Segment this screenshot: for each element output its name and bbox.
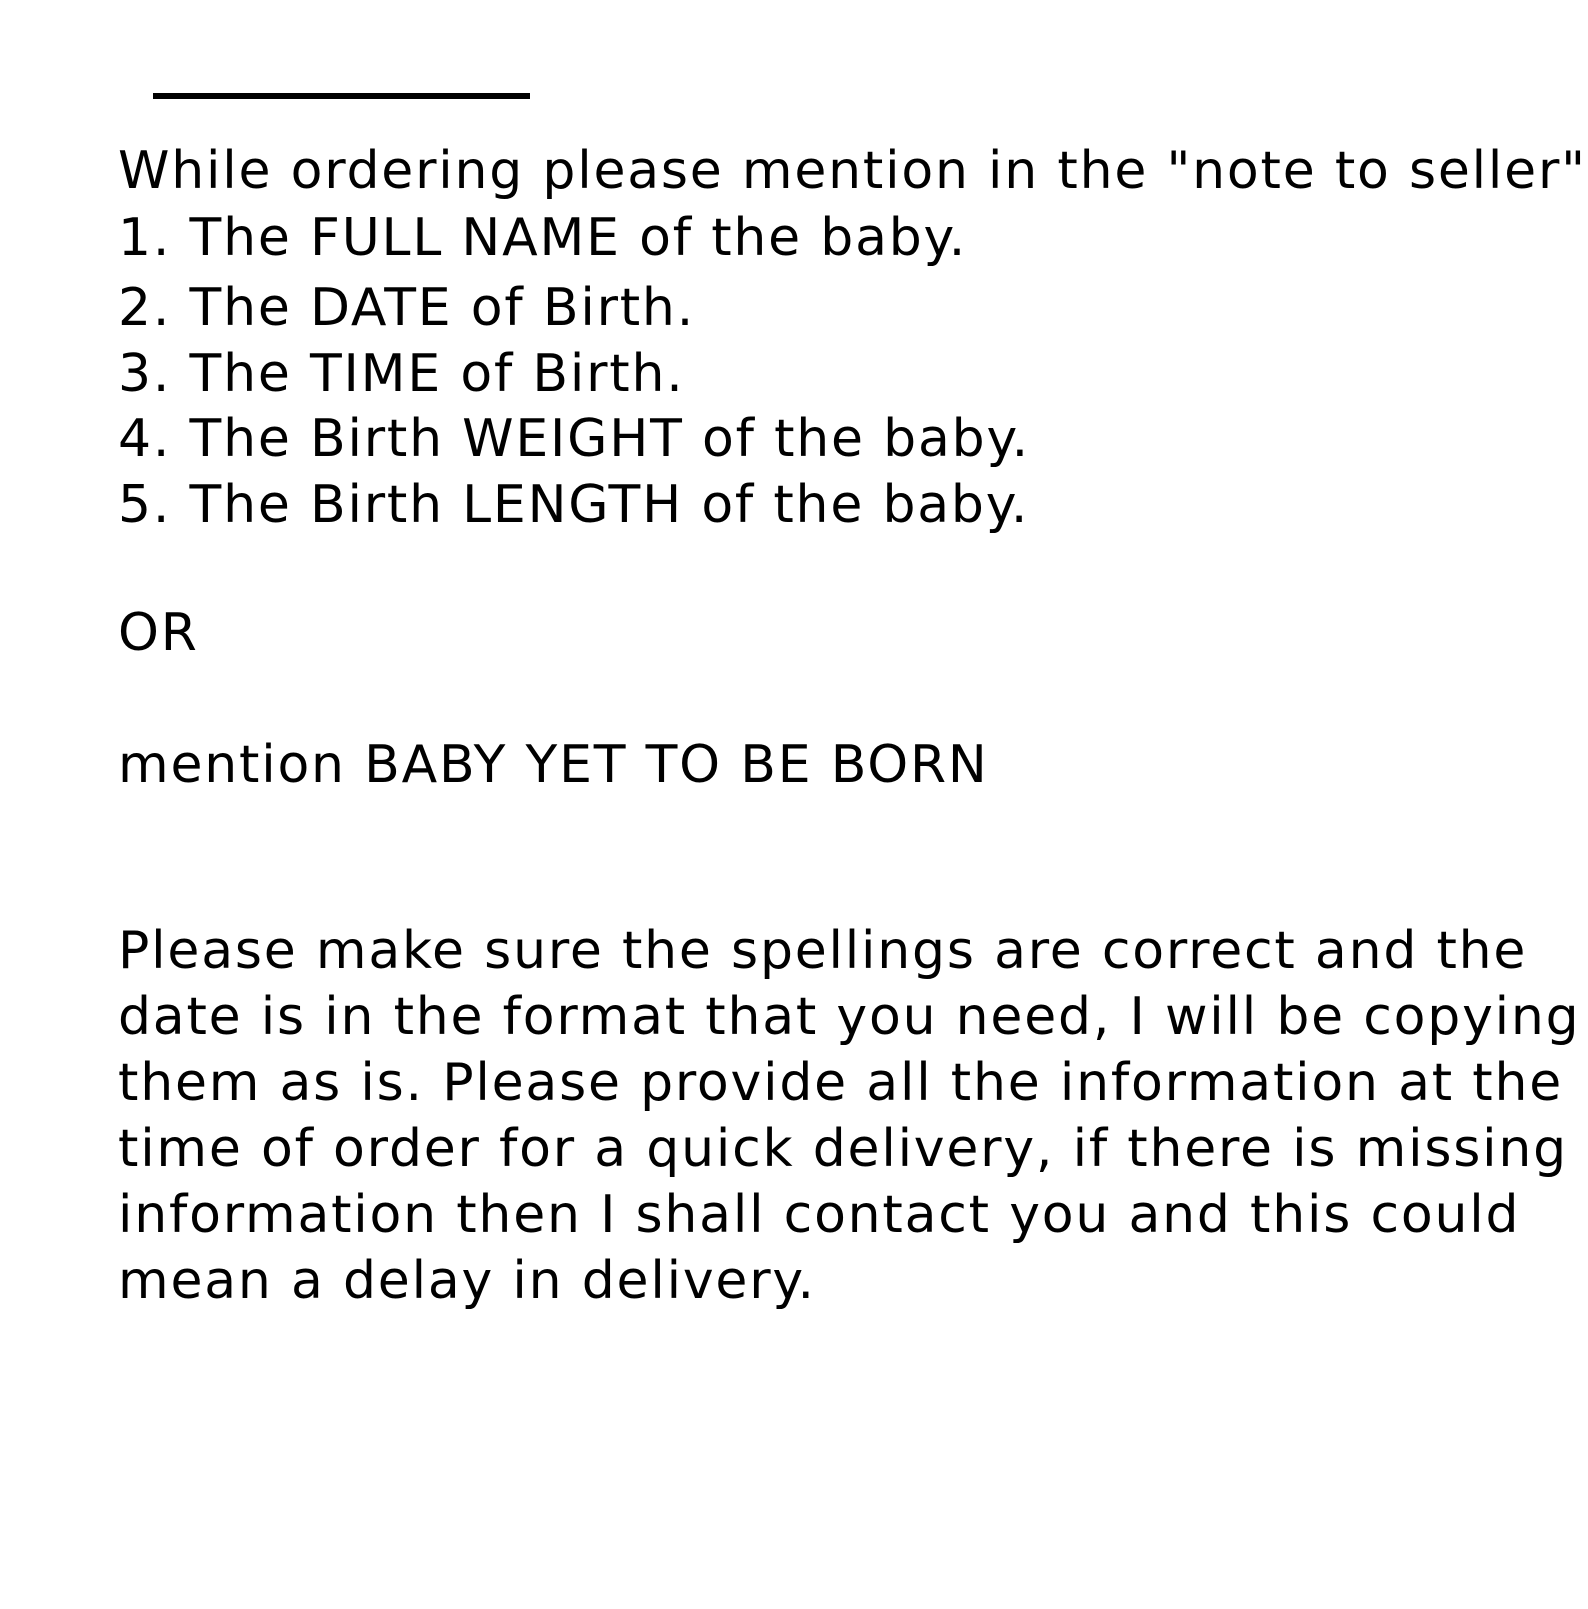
baby-yet-to-be-born-note: mention BABY YET TO BE BORN xyxy=(118,735,989,795)
notice-line: information then I shall contact you and this could xyxy=(118,1185,1521,1245)
or-separator-text: OR xyxy=(118,603,199,663)
instructions-heading: While ordering please mention in the "note to seller" xyxy=(118,141,1587,201)
notice-line: Please make sure the spellings are correct and the xyxy=(118,921,1528,981)
notice-line: them as is. Please provide all the information at the xyxy=(118,1053,1564,1113)
instruction-item-full-name: 1. The FULL NAME of the baby. xyxy=(118,208,968,268)
notice-line: time of order for a quick delivery, if there is missing xyxy=(118,1119,1568,1179)
notice-line: date is in the format that you need, I will be copying xyxy=(118,987,1581,1047)
instruction-item-date-of-birth: 2. The DATE of Birth. xyxy=(118,278,696,338)
instruction-item-birth-length: 5. The Birth LENGTH of the baby. xyxy=(118,475,1030,535)
top-divider-line xyxy=(153,93,530,99)
notice-line: mean a delay in delivery. xyxy=(118,1251,816,1311)
instruction-item-time-of-birth: 3. The TIME of Birth. xyxy=(118,344,685,404)
instruction-item-birth-weight: 4. The Birth WEIGHT of the baby. xyxy=(118,409,1030,469)
